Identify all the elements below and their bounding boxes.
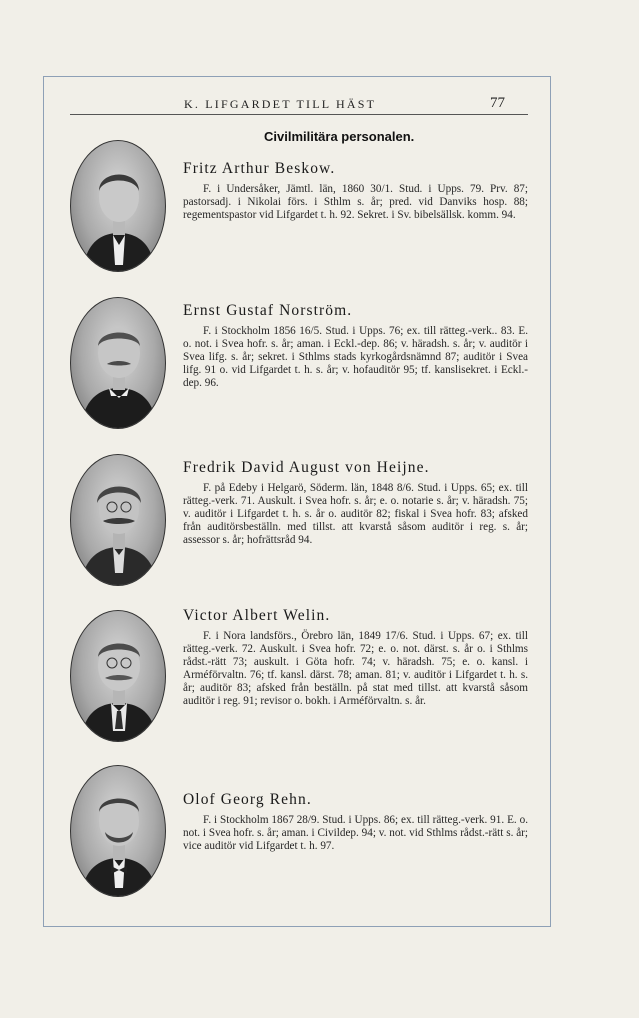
person-name: Olof Georg Rehn. [183,791,312,808]
biography-entry [183,301,528,390]
portrait-figure [71,455,166,586]
person-biography: F. i Stockholm 1867 28/9. Stud. i Upps. 86; ex. till rätteg.-verk. 91. E. o. not. i Svea hofr. s. år; aman. i Civildep. 94; v. not. vid Sthlms rådst.-rätt s. år; vice auditör vid Lifgardet t. h. 97. [183,814,528,852]
portrait-photo [70,765,166,897]
portrait-photo [70,297,166,429]
portrait-photo [70,610,166,742]
person-name: Fritz Arthur Beskow. [183,160,336,177]
biography-entry [183,458,528,547]
person-biography: F. på Edeby i Helgarö, Söderm. län, 1848 8/6. Stud. i Upps. 65; ex. till rätteg.-verk. 71. Auskult. i Svea hofr. s. år; e. o. notarie s. år; v. häradsh. 75; v. auditör i Lifgardet t. h. s. år o. auditör 82; fiskal i Svea hofr. 83; afsked från auditörsbeställn. med tillst. att kvarstå såsom auditör i reg. s. år; assessor s. år; hofrättsråd 94. [183,482,528,546]
portrait-figure [71,298,166,429]
person-name: Victor Albert Welin. [183,607,331,624]
portrait-figure [71,141,166,272]
person-biography: F. i Stockholm 1856 16/5. Stud. i Upps. 76; ex. till rätteg.-verk.. 83. E. o. not. i Svea hofr. s. år; aman. i Eckl.-dep. 86; v. häradsh. s. år; v. auditör i Svea lifg. s. år; sekret. i Sthlms stads kyrkogårdsnämnd 87; auditör i Svea lifg. 91 o. vid Lifgardet t. h. s. år; v. hofauditör 95; tf. kanslisekret. i Eckl.-dep. 96. [183,325,528,389]
person-name: Ernst Gustaf Norström. [183,302,353,319]
person-name: Fredrik David August von Heijne. [183,459,430,476]
section-title: Civilmilitära personalen. [264,129,415,144]
page-number: 77 [490,95,505,111]
biography-entry [183,790,528,853]
portrait-figure [71,766,166,897]
running-head: K. LIFGARDET TILL HÄST [184,97,377,111]
portrait-photo [70,140,166,272]
biography-entry [183,606,528,707]
biography-entry [183,159,528,222]
portrait-figure [71,611,166,742]
person-biography: F. i Nora landsförs., Örebro län, 1849 17/6. Stud. i Upps. 67; ex. till rätteg.-verk. 72. Auskult. i Svea hofr. 72; e. o. not. därst. s. år o. i Sthlms rådst.-rätt 73; auskult. i Göta hofr. 74; v. häradsh. 75; e. o. kansl. i Arméförvaltn. 76; tf. kansl. därst. 78; aman. 81; v. auditör i Lifgardet t. h. s. år; auditör 83; afsked från beställn. på stat med tillst. att kvarstå såsom auditör i reg. 91; revisor o. bokh. i Arméförvaltn. s. år. [183,630,528,707]
header-rule [70,114,528,115]
person-biography: F. i Undersåker, Jämtl. län, 1860 30/1. Stud. i Upps. 79. Prv. 87; pastorsadj. i Nikolai förs. i Sthlm s. år; pred. vid Danviks hosp. 88; regementspastor vid Lifgardet t. h. 92. Sekret. i Sv. bibelsällsk. komm. 94. [183,183,528,221]
portrait-photo [70,454,166,586]
